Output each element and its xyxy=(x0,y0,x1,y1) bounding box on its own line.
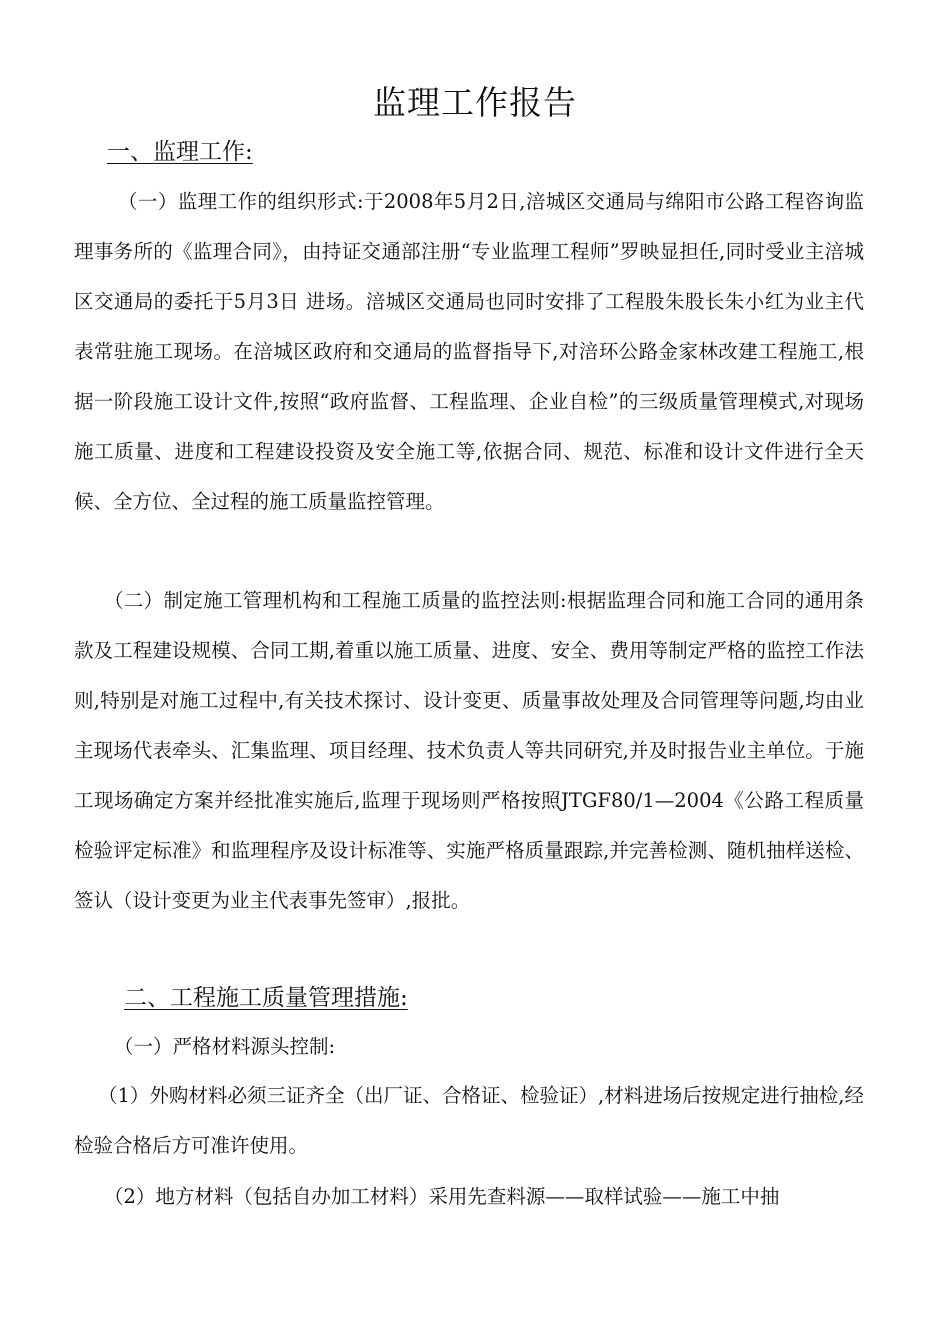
document-title: 监理工作报告 xyxy=(373,83,577,122)
paragraph-monitoring-rules: （二）制定施工管理机构和工程施工质量的监控法则:根据监理合同和施工合同的通用条款及工程建设规模、合同工期,着重以施工质量、进度、安全、费用等制定严格的监控工作法则,特别是对施工过程中,有关技术探讨、设计变更、质量事故处理及合同管理等问题,均由业主现场代表牵头、汇集监理、项目经理、技术负责人等共同研究,并及时报告业主单位。于施工现场确定方案并经批准实施后,监理于现场则严格按照JTGF80/1—2004《公路工程质量检验评定标准》和监理程序及设计标准等、实施严格质量跟踪,并完善检测、随机抽样送检、签认（设计变更为业主代表事先签审）,报批。 xyxy=(74,589,864,912)
section-heading-1: 一、监理工作: xyxy=(107,139,253,165)
paragraph-local-materials: （2）地方材料（包括自办加工材料）采用先查料源——取样试验——施工中抽 xyxy=(104,1185,780,1208)
paragraph-material-control: （一）严格材料源头控制: xyxy=(114,1035,336,1058)
paragraph-organization-form: （一）监理工作的组织形式:于2008年5月2日,涪城区交通局与绵阳市公路工程咨询监理事务所的《监理合同》，由持证交通部注册“专业监理工程师”罗映显担任,同时受业主涪城区交通局的委托于5月3日 进场。涪城区交通局也同时安排了工程股朱股长朱小红为业主代表常驻施工现场。在涪城区政府和交通局的监督指导下,对涪环公路金家林改建工程施工,根据一阶段施工设计文件,按照“政府监督、工程监理、企业自检”的三级质量管理模式,对现场施工质量、进度和工程建设投资及安全施工等,依据合同、规范、标准和设计文件进行全天候、全方位、全过程的施工质量监控管理。 xyxy=(74,190,864,513)
section-heading-2: 二、工程施工质量管理措施: xyxy=(124,985,408,1011)
paragraph-purchased-materials: （1）外购材料必须三证齐全（出厂证、合格证、检验证）,材料进场后按规定进行抽检,经检验合格后方可准许使用。 xyxy=(74,1084,864,1157)
